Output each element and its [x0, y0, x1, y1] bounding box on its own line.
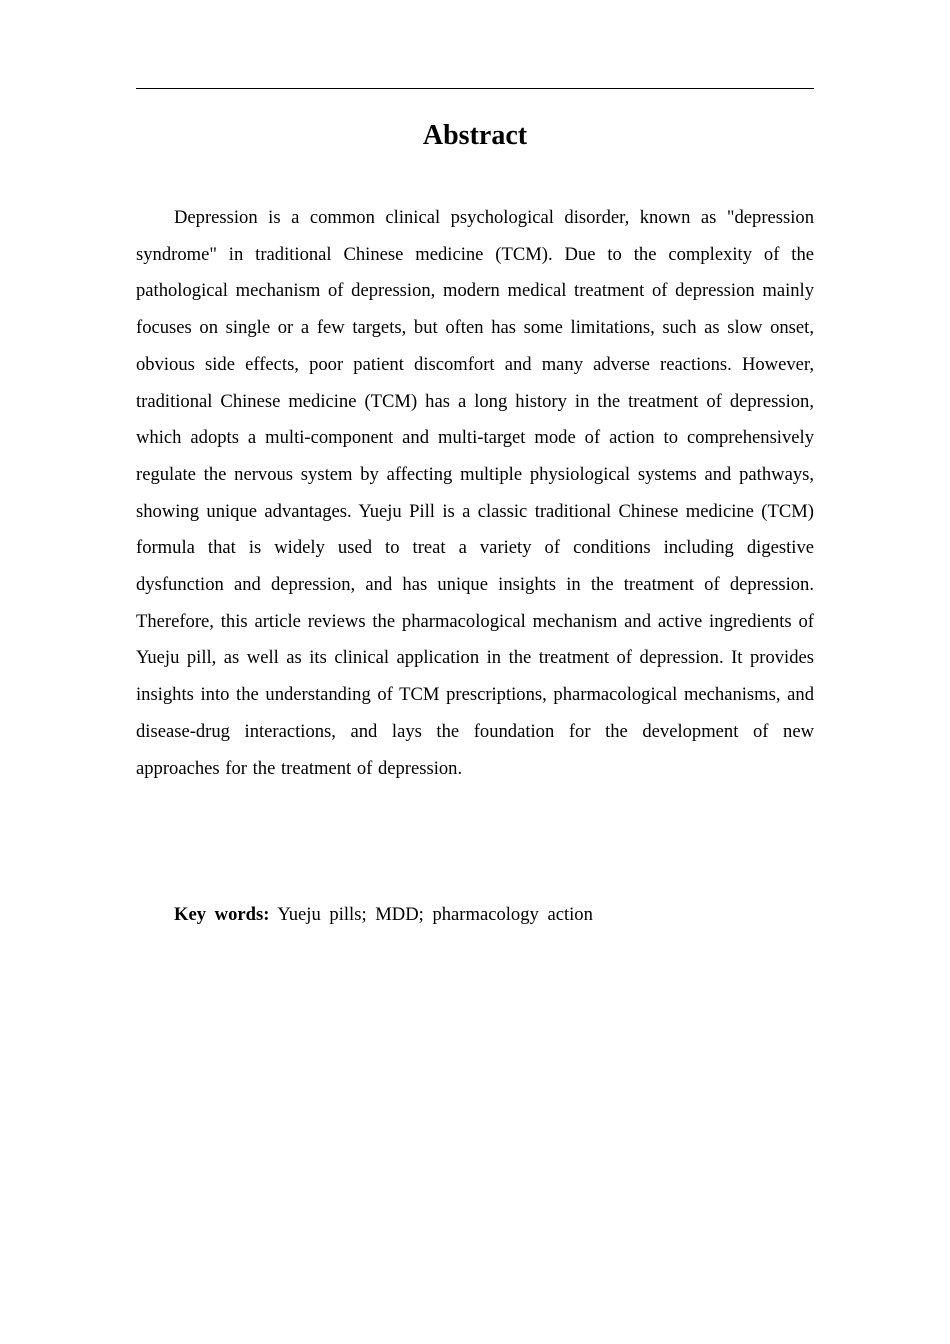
keywords-value: Yueju pills; MDD; pharmacology action: [277, 904, 593, 925]
abstract-title: Abstract: [422, 120, 528, 151]
abstract-body: Depression is a common clinical psychological disorder, known as "depression syndrome" in traditional Chinese medicine (TCM). Due to the complexity of the pathological mechanism of depression, modern medical treatment of depression mainly focuses on single or a few targets, but often has some limitations, such as slow onset, obvious side effects, poor patient discomfort and many adverse reactions. However, traditional Chinese medicine (TCM) has a long history in the treatment of depression, which adopts a multi-component and multi-target mode of action to comprehensively regulate the nervous system by affecting multiple physiological systems and pathways, showing unique advantages. Yueju Pill is a classic traditional Chinese medicine (TCM) formula that is widely used to treat a variety of conditions including digestive dysfunction and depression, and has unique insights in the treatment of depression. Therefore, this article reviews the pharmacological mechanism and active ingredients of Yueju pill, as well as its clinical application in the treatment of depression. It provides insights into the understanding of TCM prescriptions, pharmacological mechanisms, and disease-drug interactions, and lays the foundation for the development of new approaches for the treatment of depression.: [136, 207, 814, 779]
header-rule: [136, 88, 814, 89]
keywords-line: [174, 897, 814, 933]
keywords-label: Key words:: [174, 904, 270, 925]
